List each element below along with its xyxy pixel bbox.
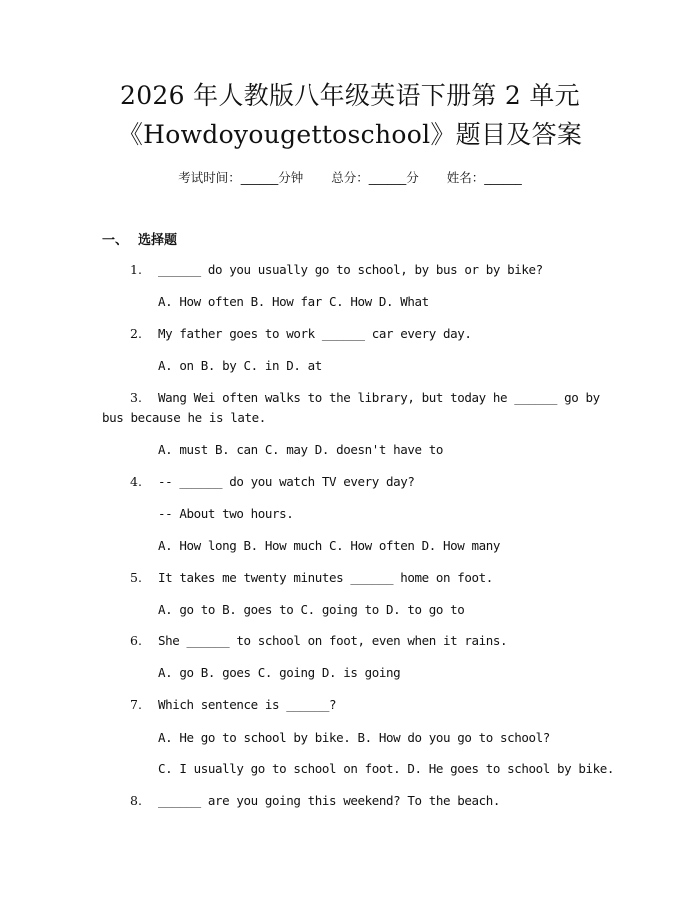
question-options-continued: C. I usually go to school on foot. D. He goes to school by bike. bbox=[158, 761, 615, 776]
question-text: ______ are you going this weekend? To the beach. bbox=[158, 793, 501, 808]
exam-name: 姓名：______ bbox=[446, 170, 522, 185]
question-text: Which sentence is ______? bbox=[158, 697, 337, 712]
question-text: ______ do you usually go to school, by bus or by bike? bbox=[158, 262, 543, 277]
question-number: 3. bbox=[130, 390, 142, 405]
question-number: 5. bbox=[130, 570, 142, 585]
question-number: 8. bbox=[130, 793, 142, 808]
question-options: A. He go to school by bike. B. How do you go to school? bbox=[158, 730, 550, 745]
section-title: 选择题 bbox=[138, 233, 178, 248]
question-number: 6. bbox=[130, 633, 142, 648]
question-answer-line: -- About two hours. bbox=[158, 506, 294, 521]
section-heading bbox=[102, 229, 177, 248]
document-title-line-1: 2026 年人教版八年级英语下册第 2 单元 bbox=[120, 81, 580, 110]
question-options: A. How often B. How far C. How D. What bbox=[158, 294, 429, 309]
document-title-line-2: 《Howdoyougettoschool》题目及答案 bbox=[117, 120, 583, 149]
question-text: -- ______ do you watch TV every day? bbox=[158, 474, 415, 489]
question-options: A. on B. by C. in D. at bbox=[158, 358, 322, 373]
question-number: 1. bbox=[130, 262, 142, 277]
question-options: A. go B. goes C. going D. is going bbox=[158, 665, 401, 680]
question-number: 7. bbox=[130, 697, 142, 712]
exam-score: 总分：______分 bbox=[331, 170, 419, 185]
question-text: My father goes to work ______ car every day. bbox=[158, 326, 472, 341]
question-options: A. go to B. goes to C. going to D. to go to bbox=[158, 602, 465, 617]
question-options: A. How long B. How much C. How often D. How many bbox=[158, 538, 501, 553]
exam-time: 考试时间：______分钟 bbox=[178, 170, 304, 185]
question-text-continued: bus because he is late. bbox=[102, 410, 266, 425]
question-text: It takes me twenty minutes ______ home on foot. bbox=[158, 570, 493, 585]
question-text: Wang Wei often walks to the library, but today he ______ go by bbox=[158, 390, 600, 405]
question-number: 4. bbox=[130, 474, 142, 489]
question-options: A. must B. can C. may D. doesn't have to bbox=[158, 442, 444, 457]
section-number: 一、 bbox=[102, 233, 129, 248]
question-number: 2. bbox=[130, 326, 142, 341]
question-text: She ______ to school on foot, even when it rains. bbox=[158, 633, 508, 648]
exam-info bbox=[0, 168, 700, 186]
